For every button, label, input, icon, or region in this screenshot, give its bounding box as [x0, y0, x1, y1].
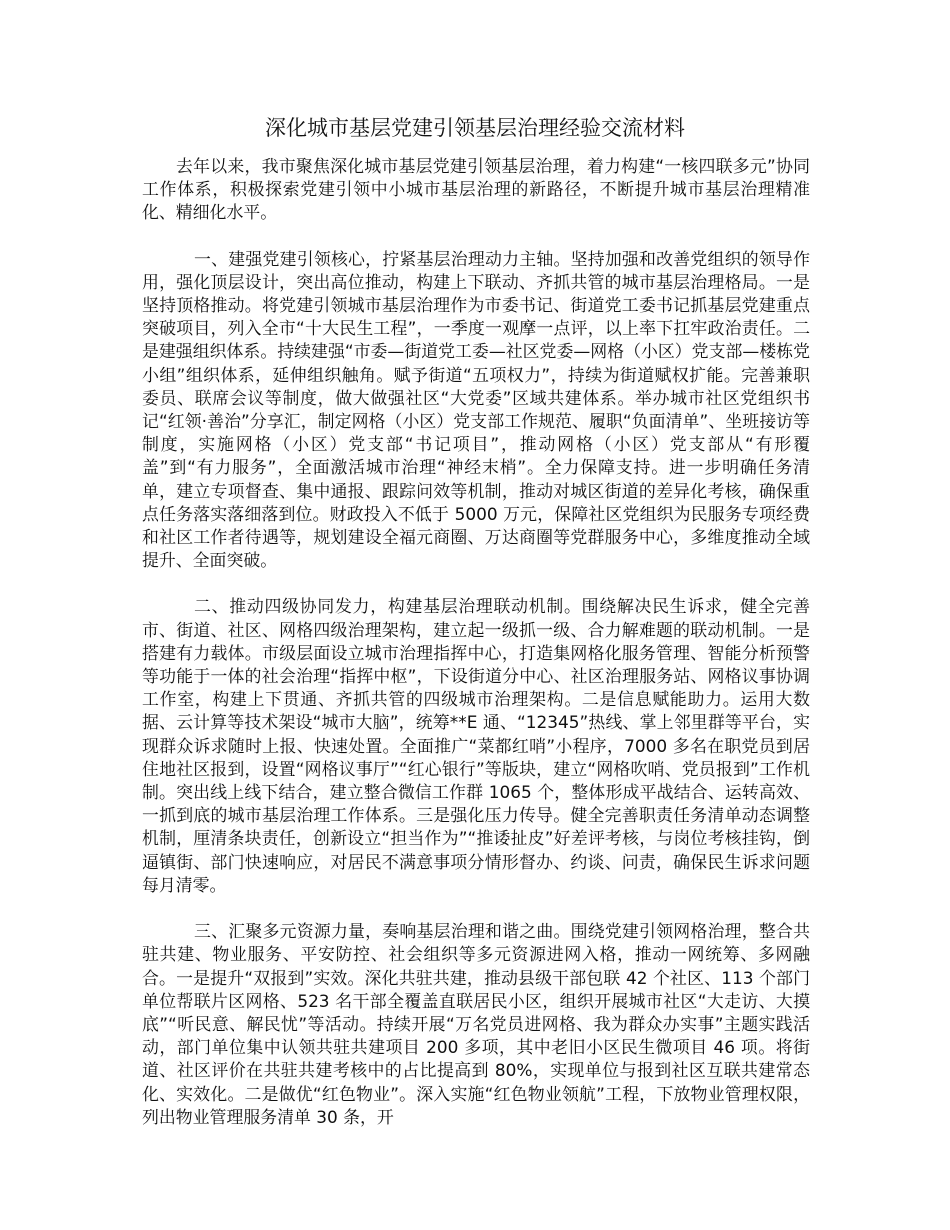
- document-title: 深化城市基层党建引领基层治理经验交流材料: [265, 116, 685, 140]
- document-body: [142, 155, 810, 1129]
- section-three-paragraph: 三、汇聚多元资源力量，奏响基层治理和谐之曲。围绕党建引领网格治理，整合共驻共建、物业服务、平安防控、社会组织等多元资源进网入格，推动一网统筹、多网融合。一是提升“双报到”实效。深化共驻共建，推动县级干部包联 42 个社区、113 个部门单位帮联片区网格、523 名干部全覆盖直联居民小区，组织开展城市社区“大走访、大摸底”“听民意、解民忧”等活动。持续开展“万名党员进网格、我为群众办实事”主题实践活动，部门单位集中认领共驻共建项目 200 多项，其中老旧小区民生微项目 46 项。将街道、社区评价在共驻共建考核中的占比提高到 80%，实现单位与报到社区互联共建常态化、实效化。二是做优“红色物业”。深入实施“红色物业领航”工程，下放物业管理权限，列出物业管理服务清单 30 条，开: [142, 921, 810, 1127]
- section-one-paragraph: 一、建强党建引领核心，拧紧基层治理动力主轴。坚持加强和改善党组织的领导作用，强化顶层设计，突出高位推动，构建上下联动、齐抓共管的城市基层治理格局。一是坚持顶格推动。将党建引领城市基层治理作为市委书记、街道党工委书记抓基层党建重点突破项目，列入全市“十大民生工程”，一季度一观摩一点评，以上率下扛牢政治责任。二是建强组织体系。持续建强“市委—街道党工委—社区党委—网格（小区）党支部—楼栋党小组”组织体系，延伸组织触角。赋予街道“五项权力”，持续为街道赋权扩能。完善兼职委员、联席会议等制度，做大做强社区“大党委”区域共建体系。举办城市社区党组织书记“红领·善治”分享汇，制定网格（小区）党支部工作规范、履职“负面清单”、坐班接访等制度，实施网格（小区）党支部“书记项目”，推动网格（小区）党支部从“有形覆盖”到“有力服务”，全面激活城市治理“神经末梢”。全力保障支持。进一步明确任务清单，建立专项督查、集中通报、跟踪问效等机制，推动对城区街道的差异化考核，确保重点任务落实落细落到位。财政投入不低于 5000 万元，保障社区党组织为民服务专项经费和社区工作者待遇等，规划建设全福元商圈、万达商圈等党群服务中心，多维度推动全域提升、全面突破。: [142, 248, 810, 571]
- section-two-paragraph: 二、推动四级协同发力，构建基层治理联动机制。围绕解决民生诉求，健全完善市、街道、社区、网格四级治理架构，建立起一级抓一级、合力解难题的联动机制。一是搭建有力载体。市级层面设立城市治理指挥中心，打造集网格化服务管理、智能分析预警等功能于一体的社会治理“指挥中枢”，下设街道分中心、社区治理服务站、网格议事协调工作室，构建上下贯通、齐抓共管的四级城市治理架构。二是信息赋能助力。运用大数据、云计算等技术架设“城市大脑”，统筹**E 通、“12345”热线、掌上邻里群等平台，实现群众诉求随时上报、快速处置。全面推广“菜都红哨”小程序，7000 多名在职党员到居住地社区报到，设置“网格议事厅”“红心银行”等版块，建立“网格吹哨、党员报到”工作机制。突出线上线下结合，建立整合微信工作群 1065 个，整体形成平战结合、运转高效、一抓到底的城市基层治理工作体系。三是强化压力传导。健全完善职责任务清单动态调整机制，厘清条块责任，创新设立“担当作为”“推诿扯皮”好差评考核，与岗位考核挂钩，倒逼镇街、部门快速响应，对居民不满意事项分情形督办、约谈、问责，确保民生诉求问题每月清零。: [142, 596, 810, 895]
- intro-paragraph: 去年以来，我市聚焦深化城市基层党建引领基层治理，着力构建“一核四联多元”协同工作体系，积极探索党建引领中小城市基层治理的新路径，不断提升城市基层治理精准化、精细化水平。: [142, 156, 810, 223]
